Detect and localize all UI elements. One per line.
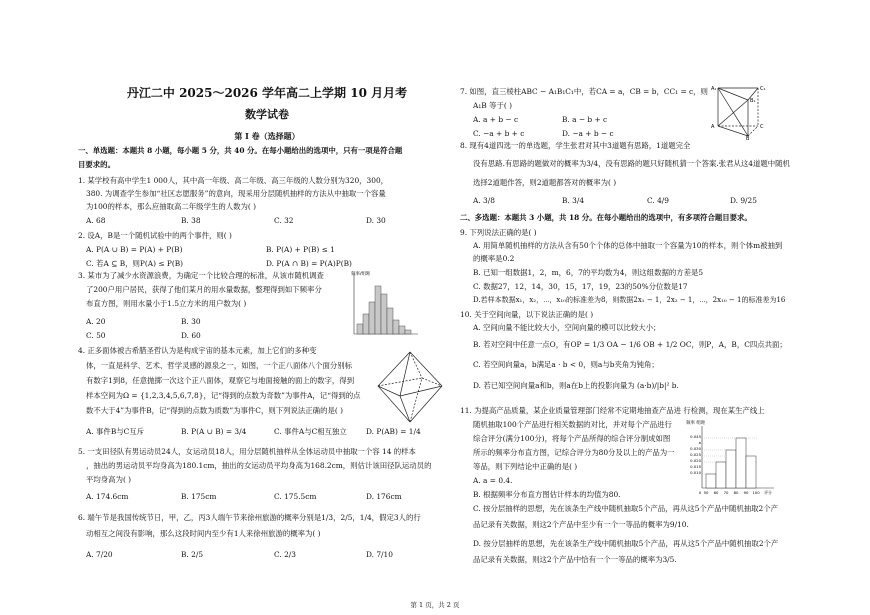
q5-option-a: A. 174.6cm [86,492,129,501]
section1-heading-cont: 目要求的。 [78,160,115,169]
score-histogram-tick: 0.015 [690,464,701,469]
q8-line: 选择2道题作答，则2道题都答对的概率为( ) [473,178,617,187]
q10-option-b: B. 若对空间中任意一点O，有OP = 1/3 OA − 1/6 OB + 1/2 OC，则P，A，B，C四点共面； [473,340,787,349]
q4-option-b: B. P(A ∪ B) = 3/4 [181,427,247,436]
q3-line: 3. 某市为了减少水资源浪费，为确定一个比较合理的标准，从该市随机调查 [78,271,324,280]
q11-option-c: C. 按分层抽样的思想，先在该条生产线中随机抽取5个产品，再从这5个产品中随机抽取2个产 [473,504,779,513]
prism-figure [710,82,780,140]
q2-option-c: C. 若A ⊆ B，则P(A) ≤ P(B) [86,259,184,268]
q2-option-a: A. P(A ∪ B) = P(A) + P(B) [86,245,183,254]
q6-line: 动相互之间没有影响，那么这段时间内至少有1人来徐州旅游的概率为( ) [86,529,321,538]
q11-option-a: A. a = 0.4. [473,476,513,485]
score-histogram [686,418,776,498]
q11-option-b: B. 根据频率分布直方图估计样本的均值为80. [473,490,621,499]
volume-title: 第 I 卷（选择题） [234,131,300,141]
q10-option-d: D. 若已知空间向量a和b，则a在b上的投影向量为 (a·b)/|b|² b. [473,381,679,390]
q4-line: 体，一直是科学、艺术、哲学灵感的源泉之一，如图，一个正八面体八个面分别标 [86,361,353,370]
score-histogram-xtick: 80 [733,490,739,495]
q9-option-d: D.若样本数据x₁，x₂，⋯，x₁₀的标准差为8，则数据2x₁ − 1，2x₂ − 1，⋯，2x₁₀ − 1的标准差为16 [473,296,786,304]
score-histogram-tick-a: a [698,440,701,445]
score-histogram-xtick: 70 [723,490,729,495]
q9-option-a-cont: 的概率是0.2 [473,254,515,263]
q4-option-c: C. 事件A与C相互独立 [274,427,347,436]
octahedron-figure [370,348,450,426]
q2-option-b: B. P(A) + P(B) ≤ 1 [266,245,335,254]
q3-line: 了200户用户居民，获得了他们某月的用水量数据，整理得到如下频率分 [86,285,322,294]
q8-option-d: D. 9/25 [730,196,757,205]
q5-option-d: D. 176cm [366,492,402,501]
q2-line: 2. 设A，B是一个随机试验中的两个事件，则( ) [78,231,232,240]
q9-option-b: B. 已知一组数据1，2，m，6，7的平均数为4，则这组数据的方差是5 [473,268,704,277]
q5-option-b: B. 175cm [181,492,217,501]
q11-line: 综合评分(满分100分)，将每个产品所得的综合评分制成如图 [473,434,671,443]
q3-option-d: D. 60 [181,331,201,340]
q11-option-c-cont: 品记录有关数据，则这2个产品中至少有一个一等品的概率为9/10. [473,520,689,529]
score-histogram-tick: 0.045 [690,434,701,439]
q1-line: 380. 为调查学生参加“社区志愿服务”的意向，现采用分层随机抽样的方法从中抽取一个容量 [86,189,386,198]
q11-option-d: D. 按分层抽样的思想，先在该条生产线中随机抽取5个产品，再从这5个产品中随机抽取2个产 [473,539,779,548]
score-histogram-xtick: 0 [698,490,702,495]
q7-option-b: B. a − b + c [562,115,608,124]
q7-option-a: A. a + b − c [473,115,519,124]
q4-line: 4. 正多面体被古希腊圣哲认为是构成宇宙的基本元素，加上它们的多种变 [78,346,317,355]
q6-option-a: A. 7/20 [86,550,113,559]
q3-option-c: C. 50 [86,331,106,340]
q3-option-b: B. 30 [181,317,201,326]
q11-line: 所示的频率分布直方图，记综合评分为80分及以上的产品为一 [473,448,675,457]
q7-option-d: D. −a + b − c [562,129,614,138]
q10-option-c: C. 若空间向量a，b满足a · b < 0，则a与b夹角为钝角； [473,360,659,369]
q8-option-c: C. 4/9 [647,196,669,205]
prism-label-b1: B₁ [750,98,756,104]
q8-option-a: A. 3/8 [473,196,495,205]
q1-line: 为100的样本，那么应抽取高二年级学生的人数为( ) [86,202,257,211]
q1-option-d: D. 30 [366,216,386,225]
section2-heading: 二、多选题：本题共 3 小题，共 18 分。在每小题给出的选项中，有多项符合题目要求。 [460,213,752,222]
score-histogram-tick: 0.010 [690,470,701,475]
q11-line: 等品，则下列结论中正确的是( ) [473,462,578,471]
q1-option-b: B. 38 [181,216,201,225]
histogram-ylabel: 频率/组距 [351,272,371,277]
q4-option-a: A. 事件B与C互斥 [86,427,145,436]
score-histogram-xlabel: 评分 [764,490,772,495]
q10-option-a: A. 空间向量不能比较大小，空间向量的模可以比较大小； [473,323,661,332]
water-usage-histogram [348,268,420,342]
q4-line: 有数字1到8，任意抛掷一次这个正八面体，观察它与地面接触的面上的数字，得到 [86,376,355,385]
q4-line: 样本空间为Ω = {1,2,3,4,5,6,7,8}，记“得到的点数为奇数”为事件A，记“得到的点 [86,391,361,400]
q11-line: 11. 为提高产品质量，某企业质量管理部门经常不定期地抽查产品进 行检测，现在某生产线上 [460,406,765,415]
q4-option-d: D. P(AB) = 1/4 [366,427,421,436]
section1-heading: 一、单选题：本题共 8 小题，每小题 5 分，共 40 分。在每小题给出的选项中，只有一项是符合题 [78,146,403,155]
score-histogram-tick: 0.020 [690,458,701,463]
q6-option-b: B. 2/5 [181,550,204,559]
q3-option-a: A. 20 [86,317,106,326]
q9-option-c: C. 数据27，12，14，30，15，17，19，23的50%分位数是17 [473,282,688,291]
q6-option-d: D. 7/10 [366,550,393,559]
q8-line: 没有思路.有思路的题做对的概率为3/4，没有思路的题只好随机猜一个答案.张君从这4道题中随机 [473,159,790,168]
q8-option-b: B. 3/4 [562,196,585,205]
q5-line: 5. 一支田径队有男运动员24人，女运动员18人，用分层随机抽样从全体运动员中抽取一个容 14 的样本 [78,447,416,456]
prism-label-c1: C₁ [760,86,766,92]
q1-option-a: A. 68 [86,216,106,225]
exam-title: 丹江二中 2025～2026 学年高二上学期 10 月月考 [126,86,408,100]
q4-line: 数不大于4”为事件B，记“得到的点数为质数”为事件C，则下列说法正确的是( ) [86,406,343,415]
score-histogram-ylabel: 频率 组距 [686,421,706,426]
score-histogram-xtick: 60 [713,490,719,495]
prism-label-b: B [746,136,750,140]
q1-option-c: C. 32 [274,216,294,225]
q1-line: 1. 某学校有高中学生1 000人，其中高一年级、高二年级、高三年级的人数分别为320，300， [78,176,389,185]
q5-line: ，抽出的男运动员平均身高为180.1cm，抽出的女运动员平均身高为168.2cm，则估计该田径队运动员的 [86,461,432,470]
q5-option-c: C. 175.5cm [274,492,317,501]
q7-line: A₁B 等于( ) [473,101,512,110]
prism-label-c: C [760,124,764,130]
prism-label-a: A [711,124,715,130]
page-footer: 第 1 页，共 2 页 [410,601,460,609]
q3-line: 布直方图，则用水量小于1.5立方米的用户数为( ) [86,299,247,308]
q6-line: 6. 端午节是我国传统节日，甲，乙，丙3人端午节来徐州旅游的概率分别是1/3，2/5，1/4，假定3人的行 [78,513,421,522]
score-histogram-xtick: 50 [703,490,709,495]
q9-line: 9. 下列说法正确的是( ) [460,228,537,237]
q2-option-d: D. P(A ∩ B) = P(A)P(B) [266,259,352,268]
q9-option-a: A. 用简单随机抽样的方法从含有50个个体的总体中抽取一个容量为10的样本，则个体m被抽到 [473,241,783,250]
score-histogram-xtick: 100 [752,490,760,495]
q7-line: 7. 如图，直三棱柱ABC − A₁B₁C₁中，若CA = a，CB = b，CC₁ = c，则 [460,87,708,96]
q7-option-c: C. −a + b + c [473,129,525,138]
score-histogram-tick: 0.025 [690,452,701,457]
prism-label-a1: A₁ [711,86,717,92]
score-histogram-xtick: 90 [743,490,749,495]
q5-line: 平均身高为( ) [86,475,132,484]
q8-line: 8. 现有4道四选一的单选题，学生张君对其中3道题有思路，1道题完全 [460,141,691,150]
q6-option-c: C. 2/3 [274,550,296,559]
q11-line: 随机抽取100个产品进行相关数据的对比，并对每个产品进行 [473,420,672,429]
subject-title: 数学试卷 [245,108,289,121]
score-histogram-tick: 0.030 [690,446,701,451]
q10-line: 10. 关于空间向量，以下说法正确的是( ) [460,310,594,319]
q11-option-d-cont: 品记录有关数据，则这2个产品中恰有一个一等品的概率为3/5. [473,555,677,564]
